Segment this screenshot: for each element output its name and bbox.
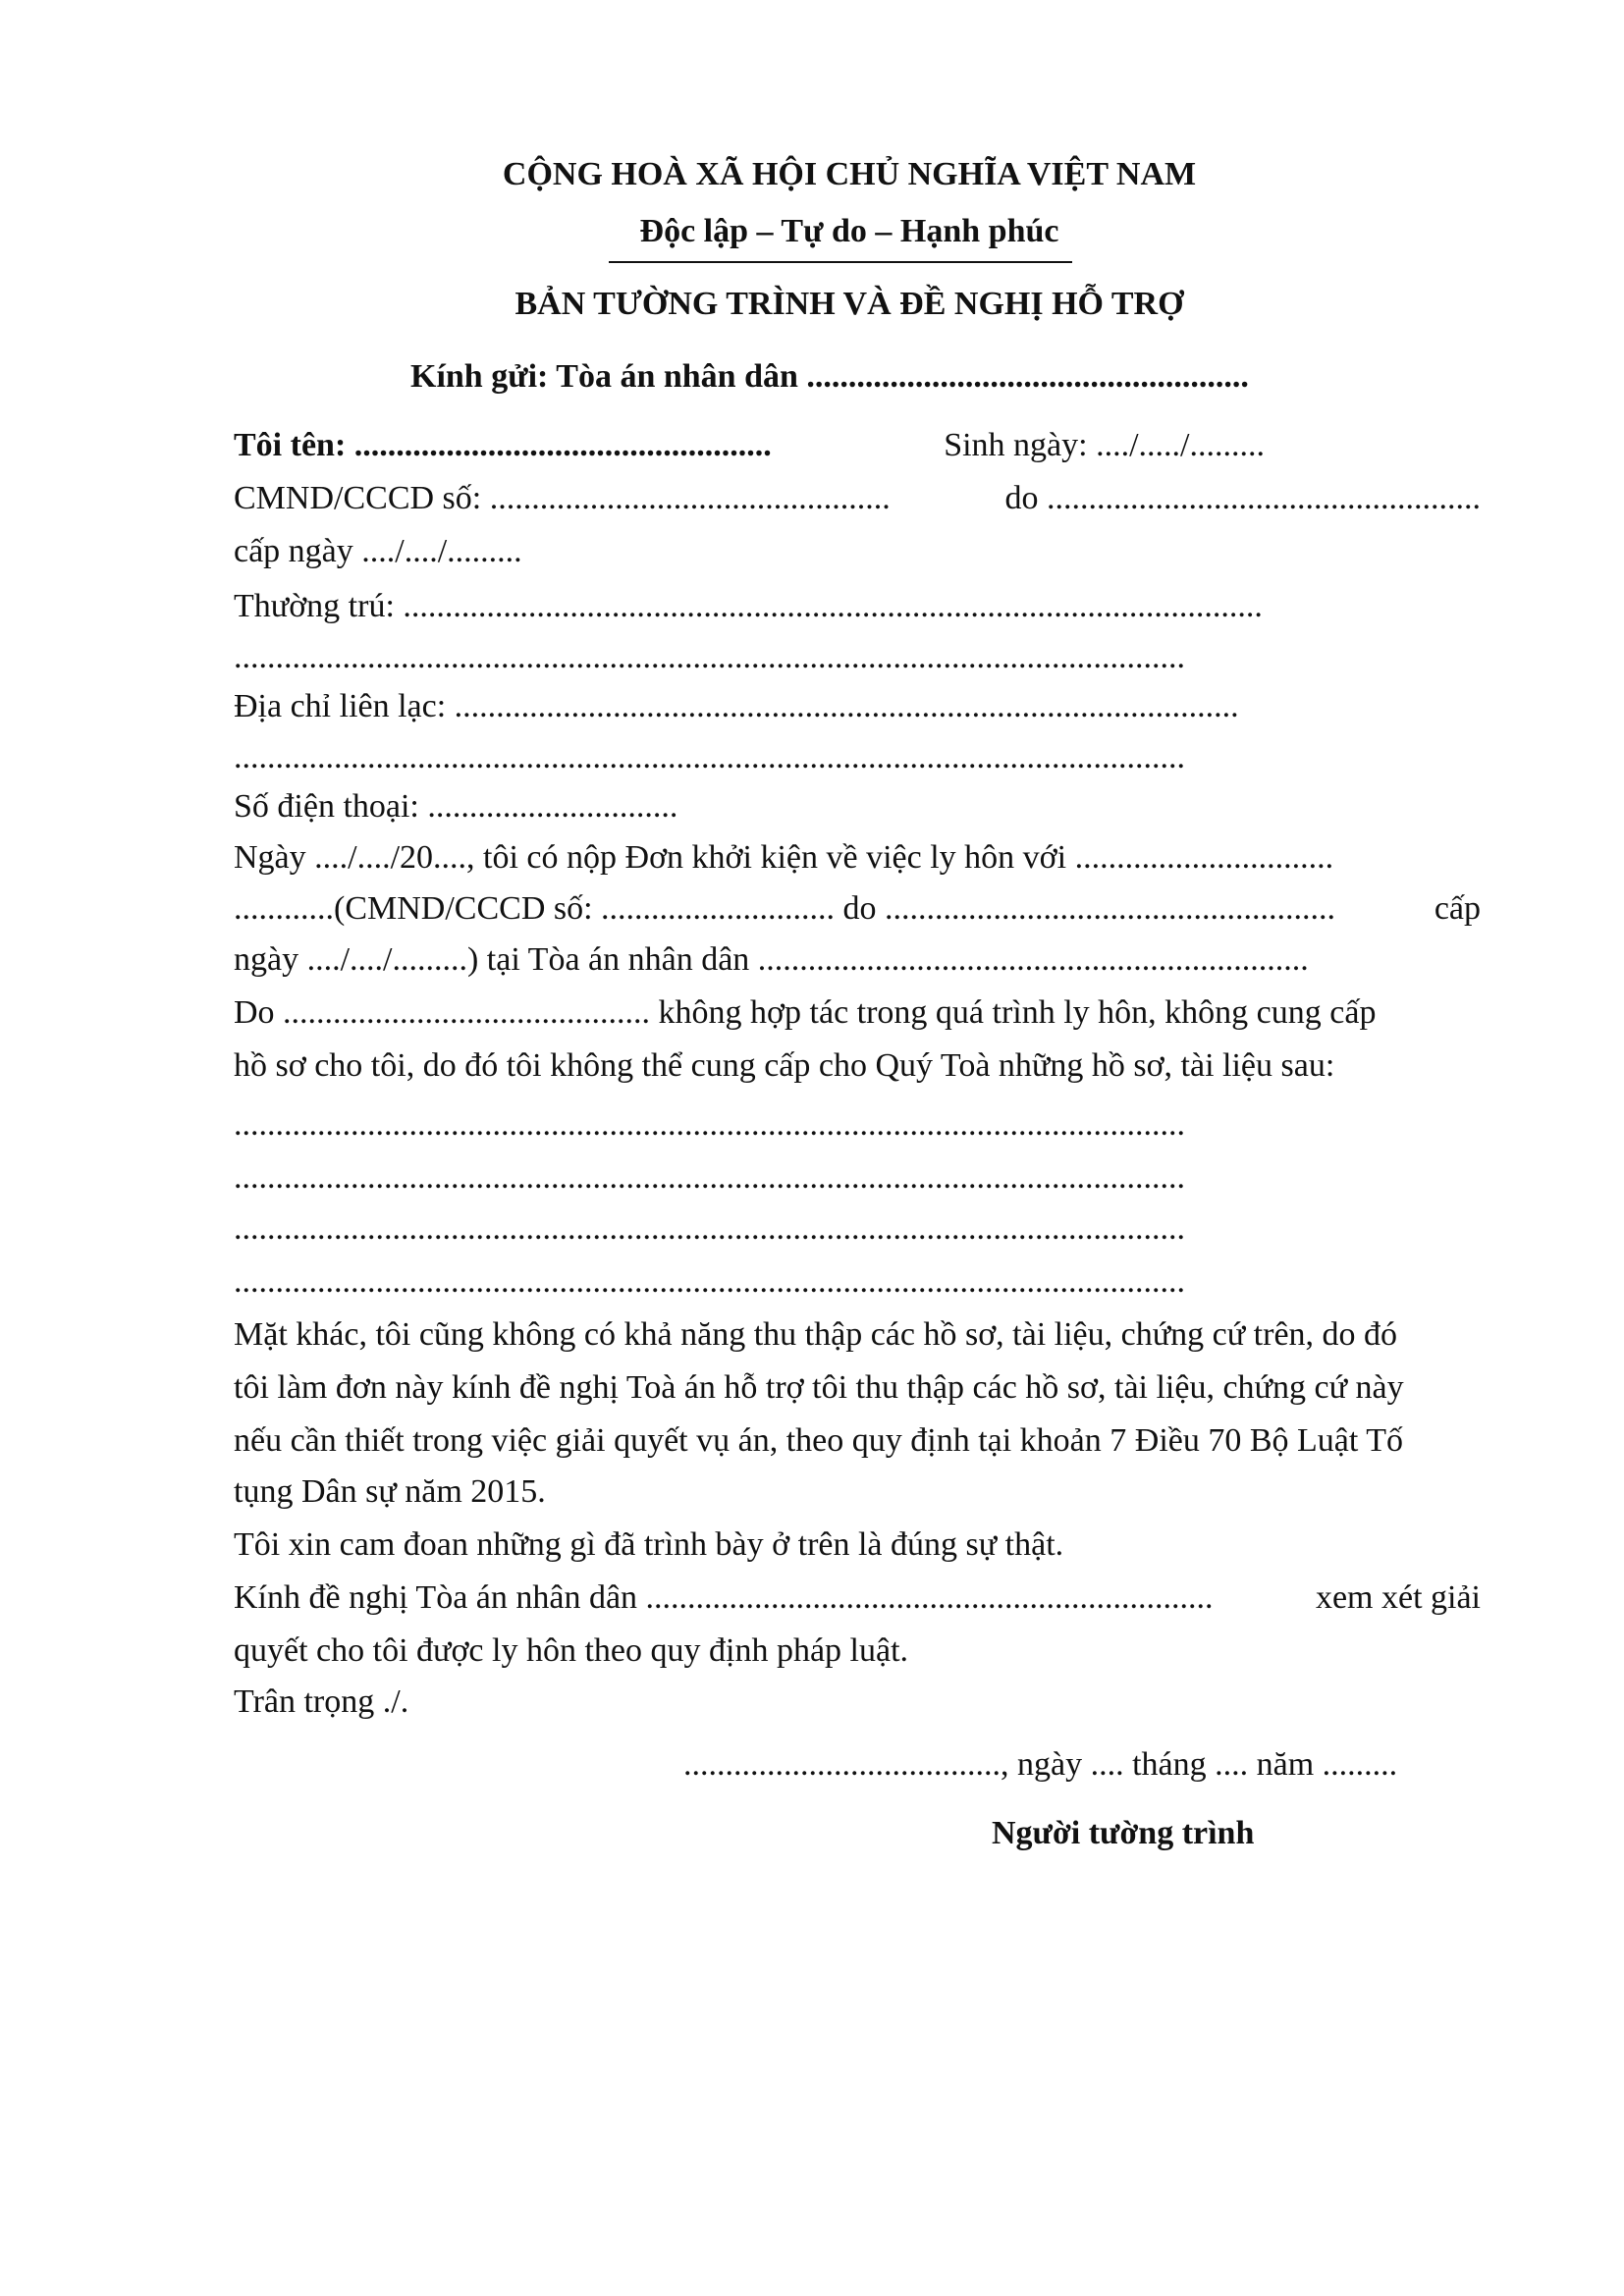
petition-court-text: Kính đề nghị Tòa án nhân dân .................................................................... [234, 1579, 1214, 1616]
name-dob-row [234, 424, 1481, 467]
noncooperation-line-1: Do ............................................ không hợp tác trong quá trình ly hôn, không cung cấp [234, 994, 1377, 1031]
name-field: Tôi tên: .................................................. [234, 427, 772, 463]
lawsuit-issue-word: cấp [1434, 890, 1481, 927]
petition-line-2: quyết cho tôi được ly hôn theo quy định pháp luật. [234, 1632, 909, 1669]
motto-underline [609, 261, 1072, 263]
dob-field: Sinh ngày: ..../...../......... [944, 427, 1265, 463]
request-paragraph-line-1: Mặt khác, tôi cũng không có khả năng thu thập các hồ sơ, tài liệu, chứng cứ trên, do đó [234, 1316, 1398, 1353]
id-number-field: CMND/CCCD số: ................................................ [234, 480, 891, 516]
id-row [234, 477, 1481, 520]
petition-line-1 [234, 1576, 1481, 1620]
residence-continued: .................................................................................................................. [234, 639, 1185, 675]
pledge-line: Tôi xin cam đoan những gì đã trình bày ở trên là đúng sự thật. [234, 1526, 1064, 1563]
document-list-line-1: .................................................................................................................. [234, 1106, 1185, 1143]
document-list-line-4: .................................................................................................................. [234, 1263, 1185, 1300]
recipient-line: Kính gửi: Tòa án nhân dân ..................................................... [410, 358, 1249, 395]
residence-field: Thường trú: ....................................................................................................... [234, 588, 1263, 624]
lawsuit-line-2 [234, 887, 1481, 931]
contact-address-continued: .................................................................................................................. [234, 739, 1185, 775]
document-list-line-2: .................................................................................................................. [234, 1159, 1185, 1196]
id-issuer-field: do .................................................... [1004, 480, 1481, 516]
phone-field: Số điện thoại: .............................. [234, 788, 678, 825]
document-list-line-3: .................................................................................................................. [234, 1210, 1185, 1247]
issue-date-field: cấp ngày ..../..../......... [234, 533, 522, 569]
closing-line: Trân trọng ./. [234, 1683, 409, 1720]
date-place-line: ......................................, ngày .... tháng .... năm ......... [683, 1746, 1398, 1783]
noncooperation-line-2: hồ sơ cho tôi, do đó tôi không thể cung cấp cho Quý Toà những hồ sơ, tài liệu sau: [234, 1047, 1335, 1084]
contact-address-field: Địa chỉ liên lạc: .............................................................................................. [234, 688, 1239, 724]
document-title: BẢN TƯỜNG TRÌNH VÀ ĐỀ NGHỊ HỖ TRỢ [514, 286, 1184, 322]
lawsuit-id-text: ............(CMND/CCCD số: ............................ do ...................................................... [234, 890, 1336, 927]
request-paragraph-line-4: tụng Dân sự năm 2015. [234, 1473, 546, 1510]
lawsuit-line-1: Ngày ..../..../20...., tôi có nộp Đơn khởi kiện về việc ly hôn với ............................... [234, 839, 1334, 876]
request-paragraph-line-3: nếu cần thiết trong việc giải quyết vụ án, theo quy định tại khoản 7 Điều 70 Bộ Luật Tố [234, 1422, 1403, 1459]
signer-label: Người tường trình [992, 1815, 1255, 1851]
request-paragraph-line-2: tôi làm đơn này kính đề nghị Toà án hỗ trợ tôi thu thập các hồ sơ, tài liệu, chứng cứ này [234, 1369, 1404, 1406]
motto-heading: Độc lập – Tự do – Hạnh phúc [639, 213, 1059, 249]
lawsuit-line-3: ngày ..../..../.........) tại Tòa án nhân dân .................................................................. [234, 941, 1309, 978]
nation-heading: CỘNG HOÀ XÃ HỘI CHỦ NGHĨA VIỆT NAM [502, 156, 1197, 192]
petition-review-text: xem xét giải [1315, 1579, 1481, 1616]
